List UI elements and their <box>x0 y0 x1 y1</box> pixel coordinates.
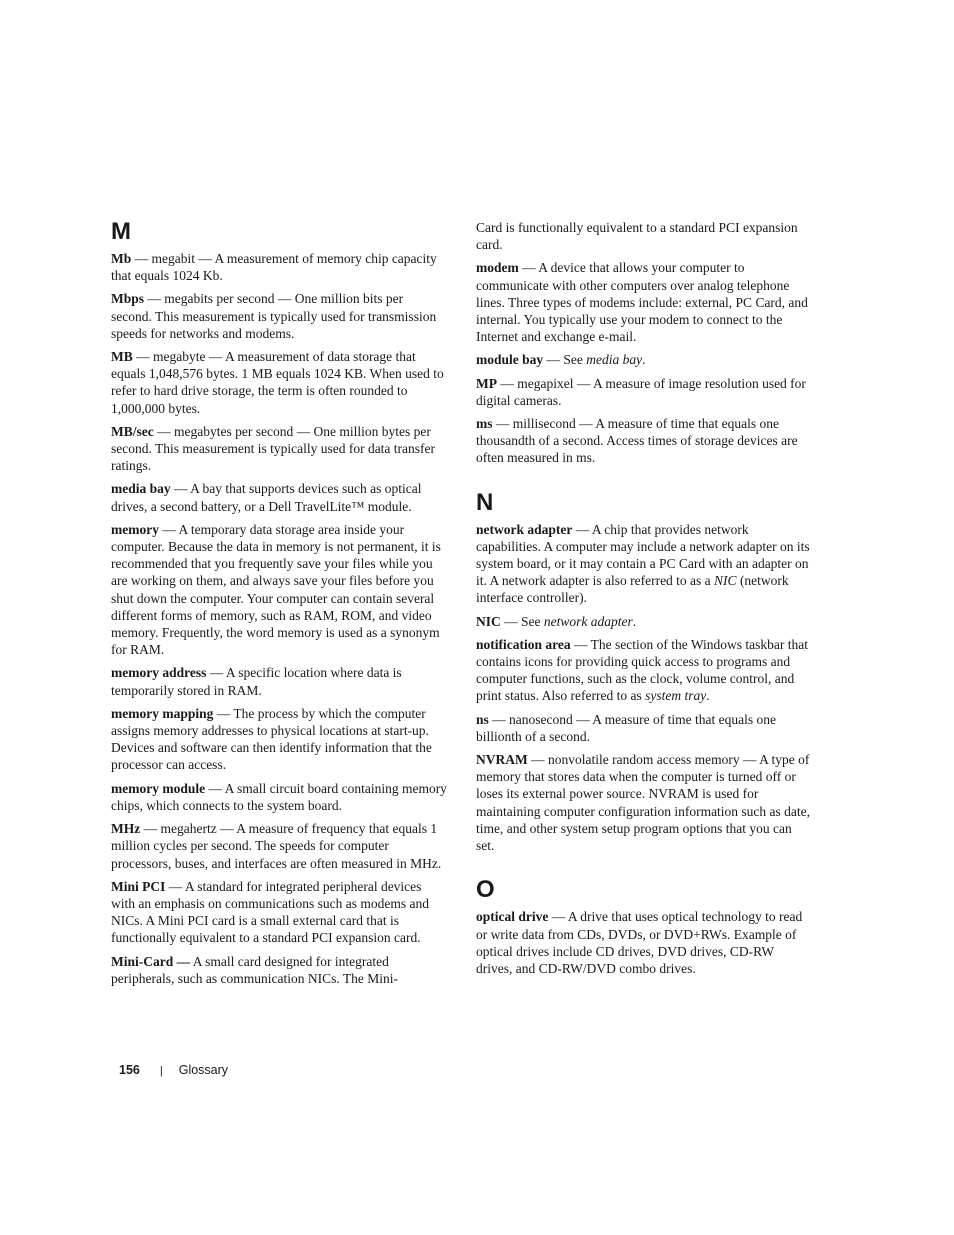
entry-term: MB <box>111 349 133 365</box>
page-number: 156 <box>119 1063 140 1077</box>
cross-reference: system tray <box>645 688 707 704</box>
entry-definition: — A specific location where data is temporarily stored in RAM. <box>111 665 402 698</box>
entry-definition-end: . <box>642 352 646 368</box>
glossary-entry <box>476 415 812 467</box>
entry-definition: — A bay that supports devices such as optical drives, a second battery, or a Dell TravelLite™ module. <box>111 481 422 514</box>
entry-definition: — nonvolatile random access memory — A type of memory that stores data when the computer is turned off or loses its external power source. NVRAM is used for maintaining computer configuration information such as date, time, and other system setup program options that you can set. <box>476 752 811 854</box>
glossary-entry <box>111 705 447 774</box>
section-heading-n: N <box>476 488 494 516</box>
page-footer <box>119 1061 228 1080</box>
entry-term: memory address <box>111 665 207 681</box>
left-column <box>111 218 447 993</box>
entry-term: MP <box>476 375 497 391</box>
entry-definition-end: . <box>706 688 710 704</box>
entry-definition: — nanosecond — A measure of time that equals one billionth of a second. <box>476 711 776 744</box>
entry-definition: — megapixel — A measure of image resolution used for digital cameras. <box>476 375 806 408</box>
entry-term: network adapter <box>476 521 573 537</box>
entry-definition: — The process by which the computer assigns memory addresses to physical locations at start-up. Devices and software can then identify information that the processor can access. <box>111 705 432 773</box>
entry-term: NIC <box>476 613 501 629</box>
entry-definition: — megabyte — A measurement of data storage that equals 1,048,576 bytes. 1 MB equals 1024 KB. When used to refer to hard drive storage, the term is often rounded to 1,000,000 bytes. <box>111 349 444 416</box>
glossary-entry <box>111 820 447 872</box>
entry-definition-end: (network interface controller). <box>476 573 789 606</box>
entry-term: MHz <box>111 821 141 837</box>
entry-term: media bay <box>111 481 171 497</box>
glossary-entry <box>111 290 447 342</box>
glossary-entry <box>111 953 447 987</box>
glossary-entry <box>111 521 447 659</box>
entry-term: Mini-Card — <box>111 953 191 969</box>
entry-definition: — A device that allows your computer to communicate with other computers over analog telephone lines. Three types of modems include: external, PC Card, and internal. You typically use your modem to connect to the Internet and exchange e-mail. <box>476 260 808 345</box>
glossary-entry <box>111 423 447 475</box>
entry-definition: — The section of the Windows taskbar that contains icons for providing quick access to programs and computer functions, such as the clock, volume control, and print status. Also referred to as <box>476 636 809 704</box>
glossary-entry <box>111 250 447 284</box>
glossary-entry <box>476 636 812 705</box>
entry-term: modem <box>476 260 519 276</box>
cross-reference: network adapter <box>543 613 633 629</box>
glossary-entry <box>111 878 447 947</box>
entry-definition: — millisecond — A measure of time that equals one thousandth of a second. Access times of storage devices are often measured in ms. <box>476 416 798 466</box>
entry-definition: — megabit — A measurement of memory chip capacity that equals 1024 Kb. <box>111 251 437 284</box>
entry-term: Mb <box>111 251 132 266</box>
entry-definition: — A chip that provides network capabilities. A computer may include a network adapter on its system board, or it may contain a PC Card with an adapter on it. A network adapter is also referred to as a <box>476 521 810 589</box>
glossary-entry <box>476 711 812 745</box>
entry-definition: — A small circuit board containing memory chips, which connects to the system board. <box>111 780 447 813</box>
glossary-entry <box>111 664 447 698</box>
entry-term: MB/sec <box>111 423 154 439</box>
entry-definition: — See <box>500 613 544 629</box>
entry-definition: — megabytes per second — One million bytes per second. This measurement is typically used for data transfer ratings. <box>111 423 436 474</box>
glossary-entry <box>111 480 447 514</box>
cross-reference: NIC <box>714 573 737 589</box>
footer-section-title: Glossary <box>178 1063 229 1077</box>
entry-term: ms <box>476 416 493 432</box>
cross-reference: media bay <box>586 352 643 368</box>
entry-definition: — A drive that uses optical technology to read or write data from CDs, DVDs, or DVD+RWs. Example of optical drives include CD drives, DVD drives, CD-RW drives, and CD-RW/DVD combo drives. <box>476 909 803 976</box>
entry-definition: — megahertz — A measure of frequency that equals 1 million cycles per second. The speeds for computer processors, buses, and interfaces are often measured in MHz. <box>111 821 442 871</box>
entry-term: optical drive <box>476 909 549 925</box>
entry-definition: A small card designed for integrated peripherals, such as communication NICs. The Mini- <box>111 953 398 986</box>
right-column <box>476 219 812 983</box>
continued-definition: Card is functionally equivalent to a standard PCI expansion card. <box>476 220 798 253</box>
entry-definition: — A standard for integrated peripheral devices with an emphasis on communications such as modems and NICs. A Mini PCI card is a small external card that is functionally equivalent to a standard PCI expansion card. <box>111 878 429 946</box>
glossary-entry <box>111 780 447 814</box>
entry-definition: — megabits per second — One million bits per second. This measurement is typically used for transmission speeds for networks and modems. <box>111 291 437 341</box>
glossary-entry <box>476 521 812 607</box>
glossary-entry <box>476 259 812 345</box>
entry-term: notification area <box>476 636 571 652</box>
entry-definition: — See <box>543 352 587 368</box>
entry-term: Mbps <box>111 291 145 307</box>
glossary-entry <box>111 348 447 417</box>
entry-definition: — A temporary data storage area inside your computer. Because the data in memory is not permanent, it is recommended that you frequently save your files while you are working on them, and always save your files before you shut down the computer. Your computer can contain several different forms of memory, such as RAM, ROM, and video memory. Frequently, the word memory is used as a synonym for RAM. <box>111 521 441 658</box>
entry-term: ns <box>476 711 489 727</box>
section-heading-m: M <box>111 218 131 245</box>
entry-term: NVRAM <box>476 752 528 768</box>
entry-definition-end: . <box>632 613 637 629</box>
glossary-entry <box>476 908 812 977</box>
entry-term: module bay <box>476 352 544 368</box>
glossary-entry <box>476 351 812 368</box>
entry-term: Mini PCI <box>111 878 166 894</box>
entry-term: memory module <box>111 780 206 796</box>
section-heading-o: O <box>476 876 495 904</box>
glossary-entry <box>476 375 812 409</box>
footer-separator: | <box>159 1065 163 1077</box>
glossary-entry <box>476 613 812 630</box>
entry-term: memory <box>111 521 159 537</box>
glossary-entry <box>476 751 812 854</box>
entry-term: memory mapping <box>111 705 214 721</box>
